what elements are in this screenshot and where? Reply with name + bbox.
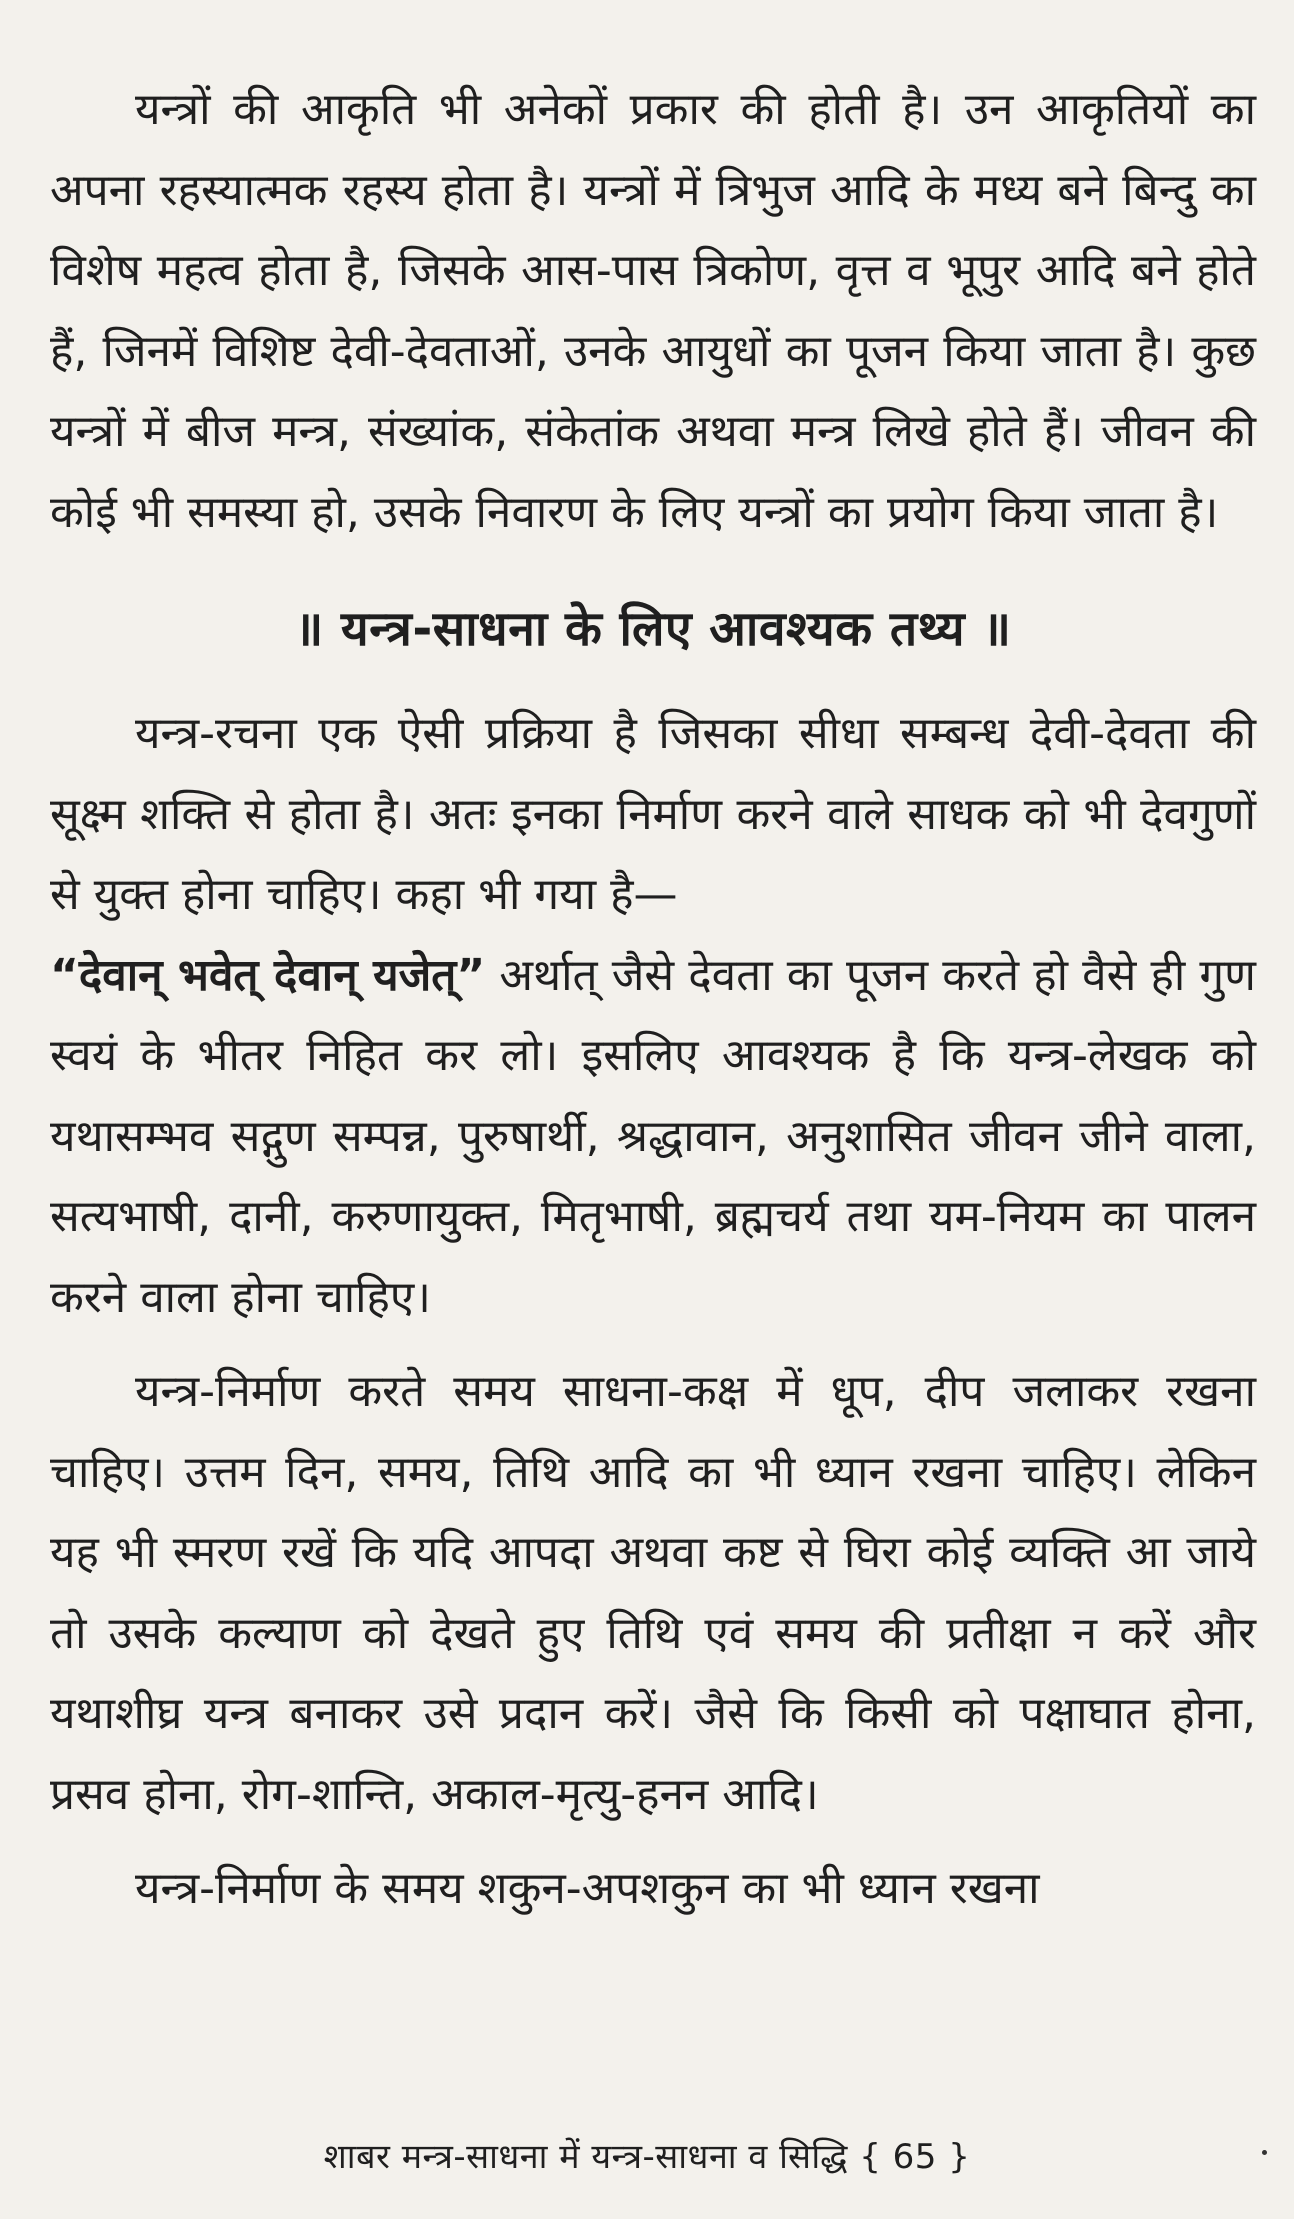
sanskrit-quote: “देवान् भवेत् देवान् यजेत्” [50, 949, 486, 1001]
paragraph-omens: यन्त्र-निर्माण के समय शकुन-अपशकुन का भी ध्यान रखना [135, 1863, 1040, 1914]
paragraph-text-after-quote: अर्थात् जैसे देवता का पूजन करते हो वैसे ही गुण स्वयं के भीतर निहित कर लो। इसलिए आवश्यक है कि यन्त्र-लेखक को यथासम्भव सद्गुण सम्पन्न, पुरुषार्थी, श्रद्धावान, अनुशासित जीवन जीने वाला, सत्यभाषी, दानी, करुणायुक्त, मितृभाषी, ब्रह्मचर्य तथा यम-नियम का पालन करने वाला होना चाहिए। [50, 949, 1256, 1323]
ink-dot [1262, 2150, 1267, 2155]
section-heading: ॥ यन्त्र-साधना के लिए आवश्यक तथ्य ॥ [294, 601, 1012, 657]
paragraph-yantra-creation [50, 694, 1256, 1338]
paragraph-text-before-quote: यन्त्र-रचना एक ऐसी प्रक्रिया है जिसका सीधा सम्बन्ध देवी-देवता की सूक्ष्म शक्ति से होता है। अतः इनका निर्माण करने वाले साधक को भी देवगुणों से युक्त होना चाहिए। कहा भी गया है— [50, 708, 1256, 920]
paragraph-yantra-shapes: यन्त्रों की आकृति भी अनेकों प्रकार की होती है। उन आकृतियों का अपना रहस्यात्मक रहस्य होता है। यन्त्रों में त्रिभुज आदि के मध्य बने बिन्दु का विशेष महत्व होता है, जिसके आस-पास त्रिकोण, वृत्त व भूपुर आदि बने होते हैं, जिनमें विशिष्ट देवी-देवताओं, उनके आयुधों का पूजन किया जाता है। कुछ यन्त्रों में बीज मन्त्र, संख्यांक, संकेतांक अथवा मन्त्र लिखे होते हैं। जीवन की कोई भी समस्या हो, उसके निवारण के लिए यन्त्रों का प्रयोग किया जाता है। [50, 84, 1256, 538]
paragraph-yantra-making: यन्त्र-निर्माण करते समय साधना-कक्ष में धूप, दीप जलाकर रखना चाहिए। उत्तम दिन, समय, तिथि आदि का भी ध्यान रखना चाहिए। लेकिन यह भी स्मरण रखें कि यदि आपदा अथवा कष्ट से घिरा कोई व्यक्ति आ जाये तो उसके कल्याण को देखते हुए तिथि एवं समय की प्रतीक्षा न करें और यथाशीघ्र यन्त्र बनाकर उसे प्रदान करें। जैसे कि किसी को पक्षाघात होना, प्रसव होना, रोग-शान्ति, अकाल-मृत्यु-हनन आदि। [50, 1366, 1256, 1820]
page-footer: शाबर मन्त्र-साधना में यन्त्र-साधना व सिद्धि { 65 } [323, 2137, 971, 2177]
